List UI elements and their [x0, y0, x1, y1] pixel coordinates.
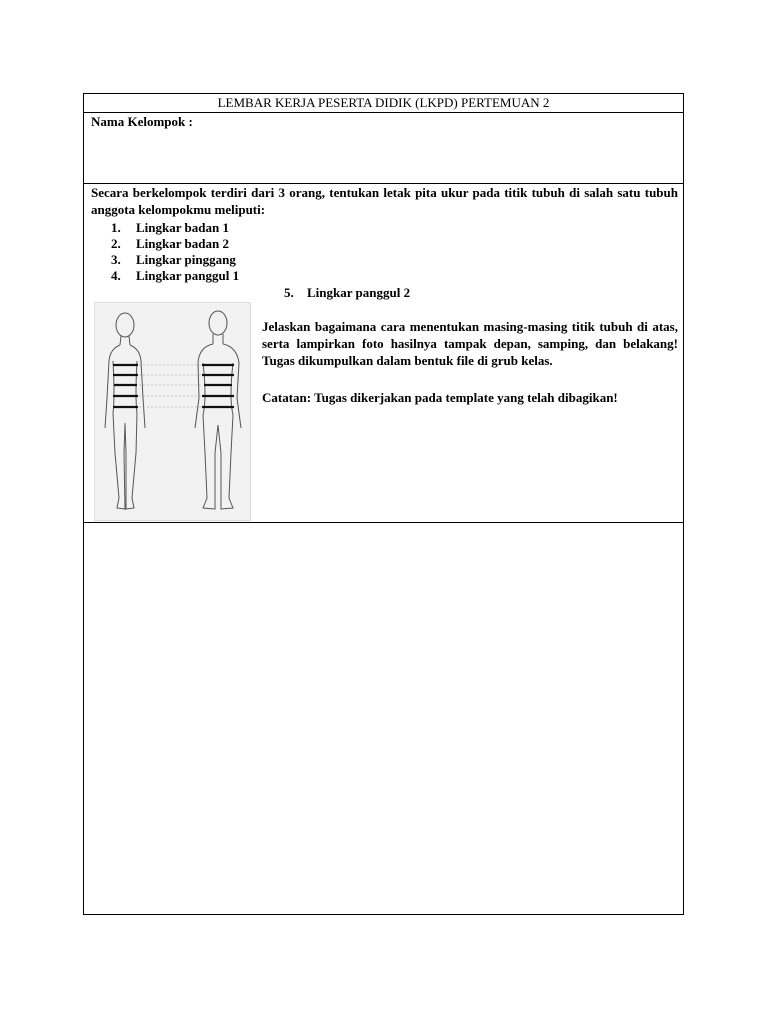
- task-explanation: Jelaskan bagaimana cara menentukan masing-masing titik tubuh di atas, serta lampirkan foto hasilnya tampak depan, samping, dan belakang! Tugas dikumpulkan dalam bentuk file di grub kelas.: [262, 319, 678, 368]
- body-figure-drawing: [95, 303, 250, 520]
- list-item: 4. Lingkar panggul 1: [111, 268, 240, 283]
- worksheet-title: LEMBAR KERJA PESERTA DIDIK (LKPD) PERTEMUAN 2: [84, 94, 683, 113]
- group-name-cell[interactable]: [84, 113, 683, 184]
- list-item: 3. Lingkar pinggang: [111, 252, 236, 267]
- task-intro: Secara berkelompok terdiri dari 3 orang, tentukan letak pita ukur pada titik tubuh di salah satu tubuh anggota kelompokmu meliputi:: [91, 185, 678, 217]
- answer-area[interactable]: [84, 523, 683, 916]
- task-cell: [84, 184, 683, 523]
- body-measurement-figure: [94, 302, 251, 521]
- list-item: 2. Lingkar badan 2: [111, 236, 229, 251]
- list-item: 5. Lingkar panggul 2: [284, 285, 411, 300]
- measurement-list: [111, 220, 239, 284]
- worksheet-table: [83, 93, 684, 915]
- list-item: 1. Lingkar badan 1: [111, 220, 229, 235]
- group-name-label: Nama Kelompok :: [91, 114, 193, 129]
- task-note: Catatan: Tugas dikerjakan pada template yang telah dibagikan!: [262, 390, 618, 405]
